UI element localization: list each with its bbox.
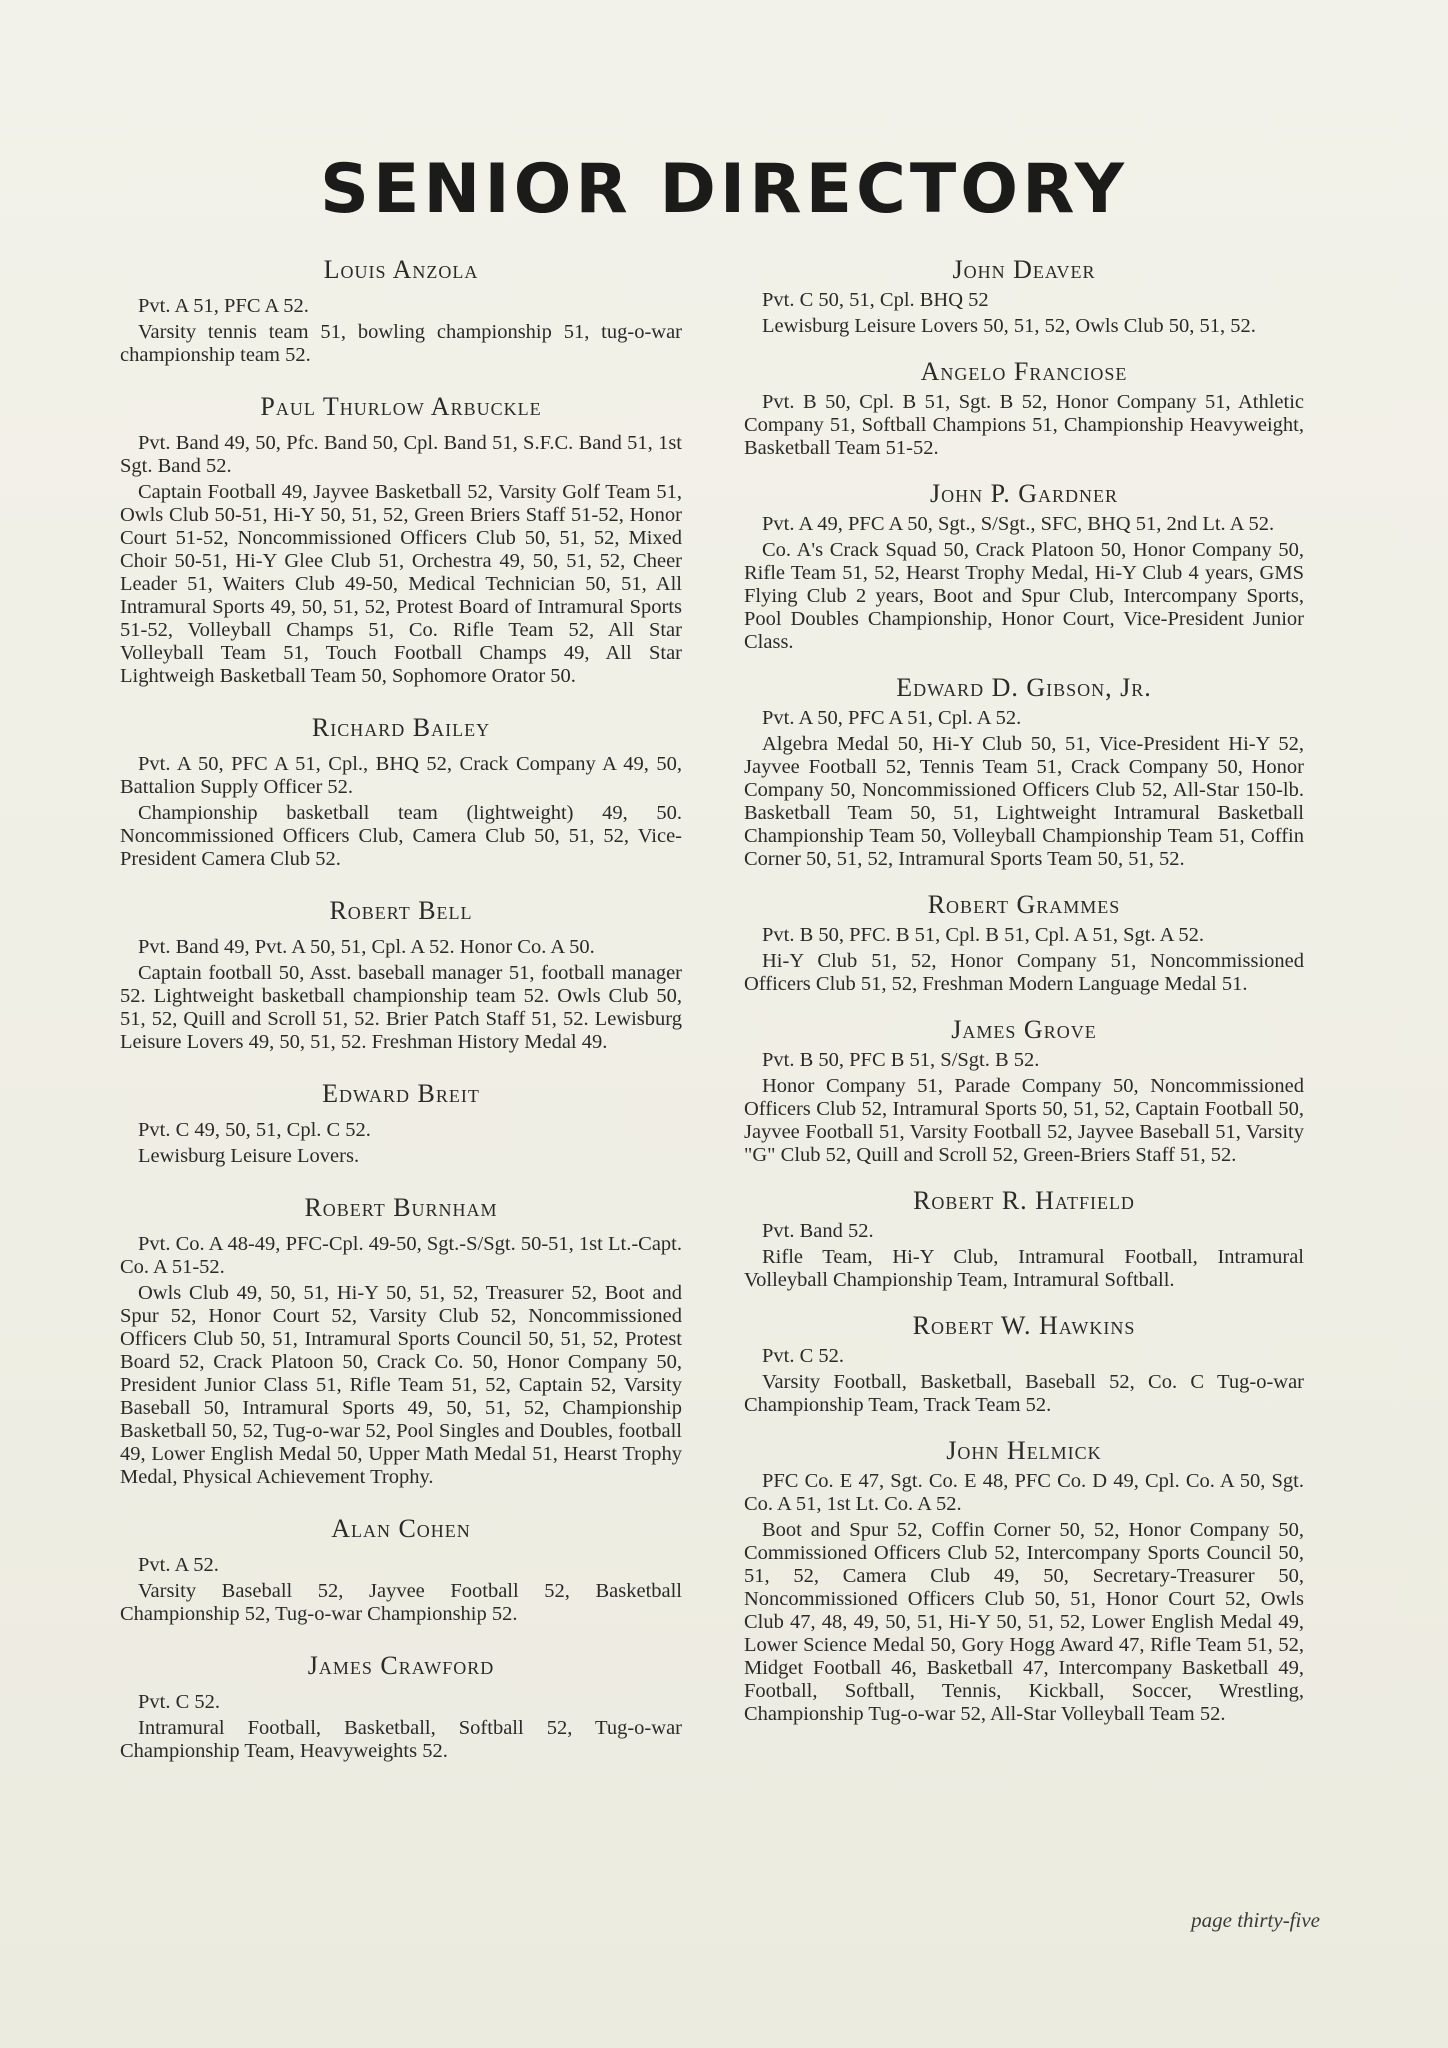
senior-name: Paul Thurlow Arbuckle <box>260 392 542 421</box>
directory-entry <box>120 896 682 1054</box>
directory-entry <box>744 255 1304 338</box>
left-column <box>120 255 682 1791</box>
senior-name: John Helmick <box>946 1436 1102 1465</box>
senior-name: Robert Grammes <box>927 890 1121 919</box>
activities: Hi-Y Club 51, 52, Honor Company 51, Noncommissioned Officers Club 51, 52, Freshman Modern Language Medal 51. <box>744 950 1304 995</box>
rank-history: PFC Co. E 47, Sgt. Co. E 48, PFC Co. D 49, Cpl. Co. A 50, Sgt. Co. A 51, 1st Lt. Co. A 52. <box>744 1470 1304 1515</box>
rank-history: Pvt. A 49, PFC A 50, Sgt., S/Sgt., SFC, BHQ 51, 2nd Lt. A 52. <box>762 513 1275 535</box>
rank-history: Pvt. C 49, 50, 51, Cpl. C 52. <box>138 1119 371 1141</box>
rank-history: Pvt. B 50, PFC B 51, S/Sgt. B 52. <box>762 1049 1040 1071</box>
senior-name: James Crawford <box>307 1651 495 1680</box>
activities: Co. A's Crack Squad 50, Crack Platoon 50, Honor Company 50, Rifle Team 51, 52, Hearst Trophy Medal, Hi-Y Club 4 years, GMS Flying Club 2 years, Boot and Spur Club, Intercompany Sports, Pool Doubles Championship, Honor Court, Vice-President Junior Class. <box>744 539 1304 653</box>
senior-name: Robert W. Hawkins <box>912 1311 1136 1340</box>
activities: Varsity Football, Basketball, Baseball 52, Co. C Tug-o-war Championship Team, Track Team 52. <box>744 1371 1304 1416</box>
directory-entry <box>120 1514 682 1626</box>
activities: Lewisburg Leisure Lovers 50, 51, 52, Owls Club 50, 51, 52. <box>762 315 1256 337</box>
senior-name: James Grove <box>951 1015 1097 1044</box>
directory-entry <box>120 255 682 367</box>
directory-entry <box>744 479 1304 654</box>
directory-entry <box>120 713 682 871</box>
senior-name: John P. Gardner <box>930 479 1118 508</box>
senior-name: Louis Anzola <box>323 255 479 284</box>
page-title: SENIOR DIRECTORY <box>319 150 1128 229</box>
senior-name: Angelo Franciose <box>920 357 1128 386</box>
directory-entry <box>744 890 1304 996</box>
directory-entry <box>120 392 682 688</box>
senior-name: Edward Breit <box>322 1079 480 1108</box>
rank-history: Pvt. B 50, PFC. B 51, Cpl. B 51, Cpl. A 51, Sgt. A 52. <box>762 924 1205 946</box>
activities: Rifle Team, Hi-Y Club, Intramural Football, Intramural Volleyball Championship Team, Intramural Softball. <box>744 1246 1304 1291</box>
activities: Owls Club 49, 50, 51, Hi-Y 50, 51, 52, Treasurer 52, Boot and Spur 52, Honor Court 52, Varsity Club 52, Noncommissioned Officers Club 50, 51, Intramural Sports Council 50, 51, 52, Protest Board 52, Crack Platoon 50, Crack Co. 50, Honor Company 50, President Junior Class 51, Rifle Team 51, 52, Captain 52, Varsity Baseball 50, Intramural Sports 49, 50, 51, 52, Championship Basketball 50, 52, Tug-o-war 52, Pool Singles and Doubles, football 49, Lower English Medal 50, Upper Math Medal 51, Hearst Trophy Medal, Physical Achievement Trophy. <box>120 1282 682 1488</box>
right-column <box>744 255 1304 1748</box>
rank-history: Pvt. C 52. <box>138 1691 221 1713</box>
rank-history: Pvt. A 50, PFC A 51, Cpl. A 52. <box>762 707 1022 729</box>
activities: Algebra Medal 50, Hi-Y Club 50, 51, Vice-President Hi-Y 52, Jayvee Football 52, Tennis Team 51, Crack Company 50, Honor Company 50, Noncommissioned Officers Club 52, All-Star 150-lb. Basketball Team 50, 51, Lightweight Intramural Basketball Championship Team 50, Volleyball Championship Team 51, Coffin Corner 50, 51, 52, Intramural Sports Team 50, 51, 52. <box>744 733 1304 870</box>
senior-name: Robert Bell <box>329 896 473 925</box>
senior-name: Richard Bailey <box>311 713 491 742</box>
directory-entry <box>744 1015 1304 1167</box>
rank-history: Pvt. Band 52. <box>762 1220 874 1242</box>
rank-history: Pvt. C 52. <box>762 1345 845 1367</box>
activities: Intramural Football, Basketball, Softball 52, Tug-o-war Championship Team, Heavyweights 52. <box>120 1717 682 1762</box>
rank-history: Pvt. Band 49, Pvt. A 50, 51, Cpl. A 52. Honor Co. A 50. <box>138 936 595 958</box>
activities: Honor Company 51, Parade Company 50, Noncommissioned Officers Club 52, Intramural Sports 50, 51, 52, Captain Football 50, Jayvee Football 51, Varsity Football 52, Jayvee Baseball 51, Varsity "G" Club 52, Quill and Scroll 52, Green-Briers Staff 51, 52. <box>744 1075 1304 1166</box>
rank-history: Pvt. C 50, 51, Cpl. BHQ 52 <box>762 289 989 311</box>
rank-history: Pvt. Band 49, 50, Pfc. Band 50, Cpl. Band 51, S.F.C. Band 51, 1st Sgt. Band 52. <box>120 432 682 477</box>
activities: Varsity tennis team 51, bowling championship 51, tug-o-war championship team 52. <box>120 321 682 366</box>
senior-name: John Deaver <box>952 255 1096 284</box>
rank-history: Pvt. B 50, Cpl. B 51, Sgt. B 52, Honor Company 51, Athletic Company 51, Softball Champions 51, Championship Heavyweight, Basketball Team 51-52. <box>744 391 1304 459</box>
activities: Varsity Baseball 52, Jayvee Football 52, Basketball Championship 52, Tug-o-war Championship 52. <box>120 1580 682 1625</box>
rank-history: Pvt. A 51, PFC A 52. <box>138 295 309 317</box>
directory-entry <box>744 1186 1304 1292</box>
activities: Championship basketball team (lightweight) 49, 50. Noncommissioned Officers Club, Camera Club 50, 51, 52, Vice-President Camera Club 52. <box>120 802 682 870</box>
directory-entry <box>120 1193 682 1489</box>
activities: Captain football 50, Asst. baseball manager 51, football manager 52. Lightweight basketball championship team 52. Owls Club 50, 51, 52, Quill and Scroll 51, 52. Brier Patch Staff 51, 52. Lewisburg Leisure Lovers 49, 50, 51, 52. Freshman History Medal 49. <box>120 962 682 1053</box>
directory-entry <box>744 673 1304 871</box>
activities: Boot and Spur 52, Coffin Corner 50, 52, Honor Company 50, Commissioned Officers Club 52, Intercompany Sports Council 50, 51, 52, Camera Club 49, 50, Secretary-Treasurer 50, Noncommissioned Officers Club 50, 51, Honor Court 52, Owls Club 47, 48, 49, 50, 51, Hi-Y 50, 51, 52, Lower English Medal 49, Lower Science Medal 50, Gory Hogg Award 47, Rifle Team 51, 52, Midget Football 46, Basketball 47, Intercompany Basketball 49, Football, Softball, Tennis, Kickball, Soccer, Wrestling, Championship Tug-o-war 52, All-Star Volleyball Team 52. <box>744 1519 1304 1725</box>
directory-entry <box>120 1079 682 1168</box>
senior-name: Alan Cohen <box>331 1514 471 1543</box>
rank-history: Pvt. A 50, PFC A 51, Cpl., BHQ 52, Crack Company A 49, 50, Battalion Supply Officer 52. <box>120 753 682 798</box>
senior-name: Robert R. Hatfield <box>913 1186 1135 1215</box>
senior-name: Robert Burnham <box>304 1193 498 1222</box>
directory-entry <box>120 1651 682 1763</box>
directory-entry <box>744 1436 1304 1726</box>
senior-name: Edward D. Gibson, Jr. <box>896 673 1152 702</box>
rank-history: Pvt. A 52. <box>138 1554 219 1576</box>
page-number: page thirty-five <box>1191 1908 1320 1932</box>
directory-entry <box>744 357 1304 460</box>
activities: Lewisburg Leisure Lovers. <box>138 1145 360 1167</box>
directory-entry <box>744 1311 1304 1417</box>
activities: Captain Football 49, Jayvee Basketball 52, Varsity Golf Team 51, Owls Club 50-51, Hi-Y 50, 51, 52, Green Briers Staff 51-52, Honor Court 51-52, Noncommissioned Officers Club 50, 51, 52, Mixed Choir 50-51, Hi-Y Glee Club 51, Orchestra 49, 50, 51, 52, Cheer Leader 51, Waiters Club 49-50, Medical Technician 50, 51, All Intramural Sports 49, 50, 51, 52, Protest Board of Intramural Sports 51-52, Volleyball Champs 51, Co. Rifle Team 52, All Star Volleyball Team 51, Touch Football Champs 49, All Star Lightweigh Basketball Team 50, Sophomore Orator 50. <box>120 481 682 687</box>
rank-history: Pvt. Co. A 48-49, PFC-Cpl. 49-50, Sgt.-S/Sgt. 50-51, 1st Lt.-Capt. Co. A 51-52. <box>120 1233 682 1278</box>
